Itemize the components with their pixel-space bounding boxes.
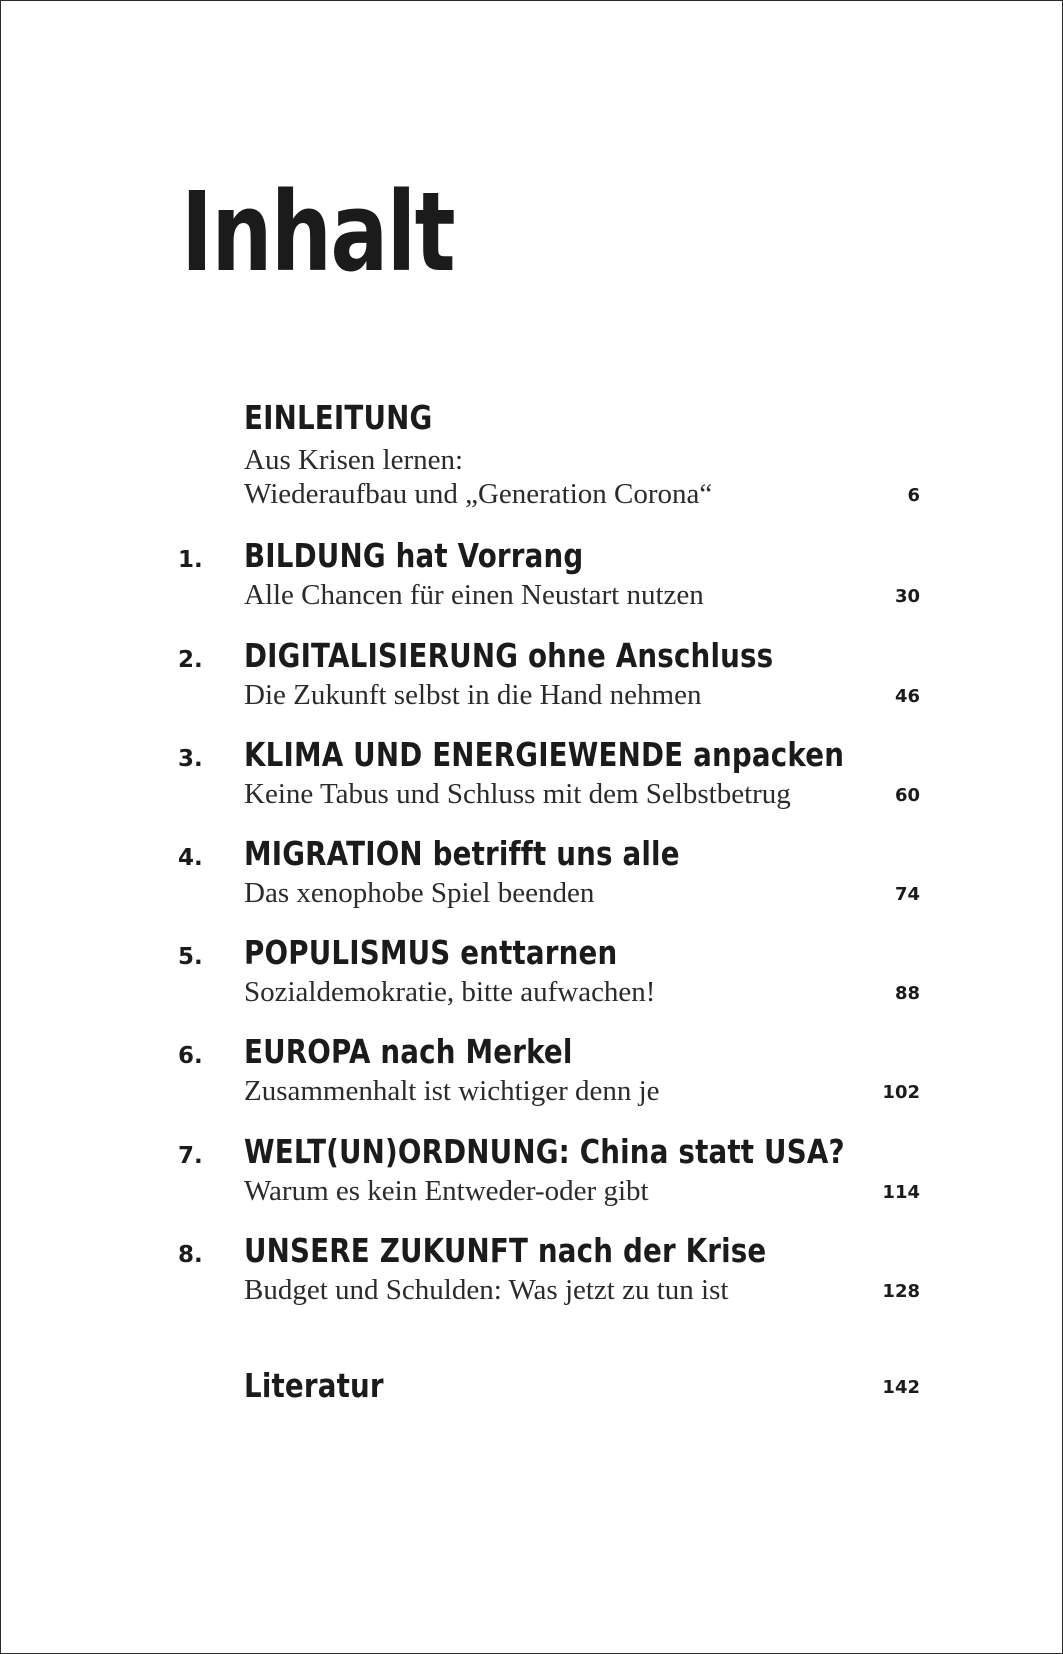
chapter-number: 3. <box>178 746 203 772</box>
chapter-number: 4. <box>178 845 203 871</box>
entry-subtitle: Warum es kein Entweder-oder gibt <box>244 1175 649 1207</box>
heading-rest: nach der Krise <box>528 1231 767 1270</box>
entry-page-number: 114 <box>882 1182 920 1203</box>
chapter-number: 5. <box>178 944 203 970</box>
entry-subtitle: Zusammenhalt ist wichtiger denn je <box>244 1075 660 1107</box>
entry-subtitle-line1: Aus Krisen lernen: <box>244 444 464 476</box>
entry-heading: Literatur <box>244 1366 384 1405</box>
entry-heading <box>244 536 584 575</box>
entry-page-number: 30 <box>894 586 920 607</box>
entry-page-number: 88 <box>894 983 920 1004</box>
entry-subtitle: Sozialdemokratie, bitte aufwachen! <box>244 976 656 1008</box>
heading-rest: anpacken <box>683 735 845 774</box>
entry-page-number: 60 <box>894 785 920 806</box>
entry-heading <box>244 834 680 873</box>
entry-page-number: 128 <box>882 1281 920 1302</box>
entry-heading <box>244 636 774 675</box>
heading-keyword: WELT(UN)ORDNUNG: <box>244 1132 570 1171</box>
heading-keyword: EUROPA <box>244 1032 371 1071</box>
entry-subtitle: Die Zukunft selbst in die Hand nehmen <box>244 679 702 711</box>
entry-subtitle: Das xenophobe Spiel beenden <box>244 877 595 909</box>
heading-rest: betrifft uns alle <box>422 834 680 873</box>
entry-heading <box>244 1231 767 1270</box>
entry-subtitle: Alle Chancen für einen Neustart nutzen <box>244 579 704 611</box>
heading-keyword: MIGRATION <box>244 834 423 873</box>
entry-page-number: 142 <box>882 1377 920 1398</box>
entry-subtitle-line2: Wiederaufbau und „Generation Corona“ <box>244 478 713 510</box>
entry-page-number: 46 <box>894 686 920 707</box>
chapter-number: 2. <box>178 647 203 673</box>
entry-heading <box>244 933 618 972</box>
heading-keyword: POPULISMUS <box>244 933 451 972</box>
heading-keyword: BILDUNG <box>244 536 386 575</box>
chapter-number: 7. <box>178 1143 203 1169</box>
entry-heading <box>244 1132 845 1171</box>
heading-keyword: DIGITALISIERUNG <box>244 636 519 675</box>
page-title: Inhalt <box>181 168 455 296</box>
entry-subtitle: Budget und Schulden: Was jetzt zu tun ist <box>244 1274 729 1306</box>
entry-page-number: 102 <box>882 1082 920 1103</box>
entry-heading <box>244 1032 573 1071</box>
entry-page-number: 6 <box>907 485 920 506</box>
heading-rest: China statt USA? <box>569 1132 845 1171</box>
heading-rest: enttarnen <box>450 933 618 972</box>
entry-subtitle: Keine Tabus und Schluss mit dem Selbstbetrug <box>244 778 791 810</box>
heading-rest: nach Merkel <box>370 1032 573 1071</box>
heading-rest: ohne Anschluss <box>518 636 774 675</box>
entry-heading <box>244 735 845 774</box>
chapter-number: 6. <box>178 1043 203 1069</box>
heading-rest: hat Vorrang <box>385 536 584 575</box>
entry-page-number: 74 <box>894 884 920 905</box>
heading-keyword: UNSERE ZUKUNFT <box>244 1231 529 1270</box>
heading-keyword: KLIMA UND ENERGIEWENDE <box>244 735 684 774</box>
entry-heading: EINLEITUNG <box>244 398 433 437</box>
chapter-number: 1. <box>178 547 203 573</box>
chapter-number: 8. <box>178 1242 203 1268</box>
